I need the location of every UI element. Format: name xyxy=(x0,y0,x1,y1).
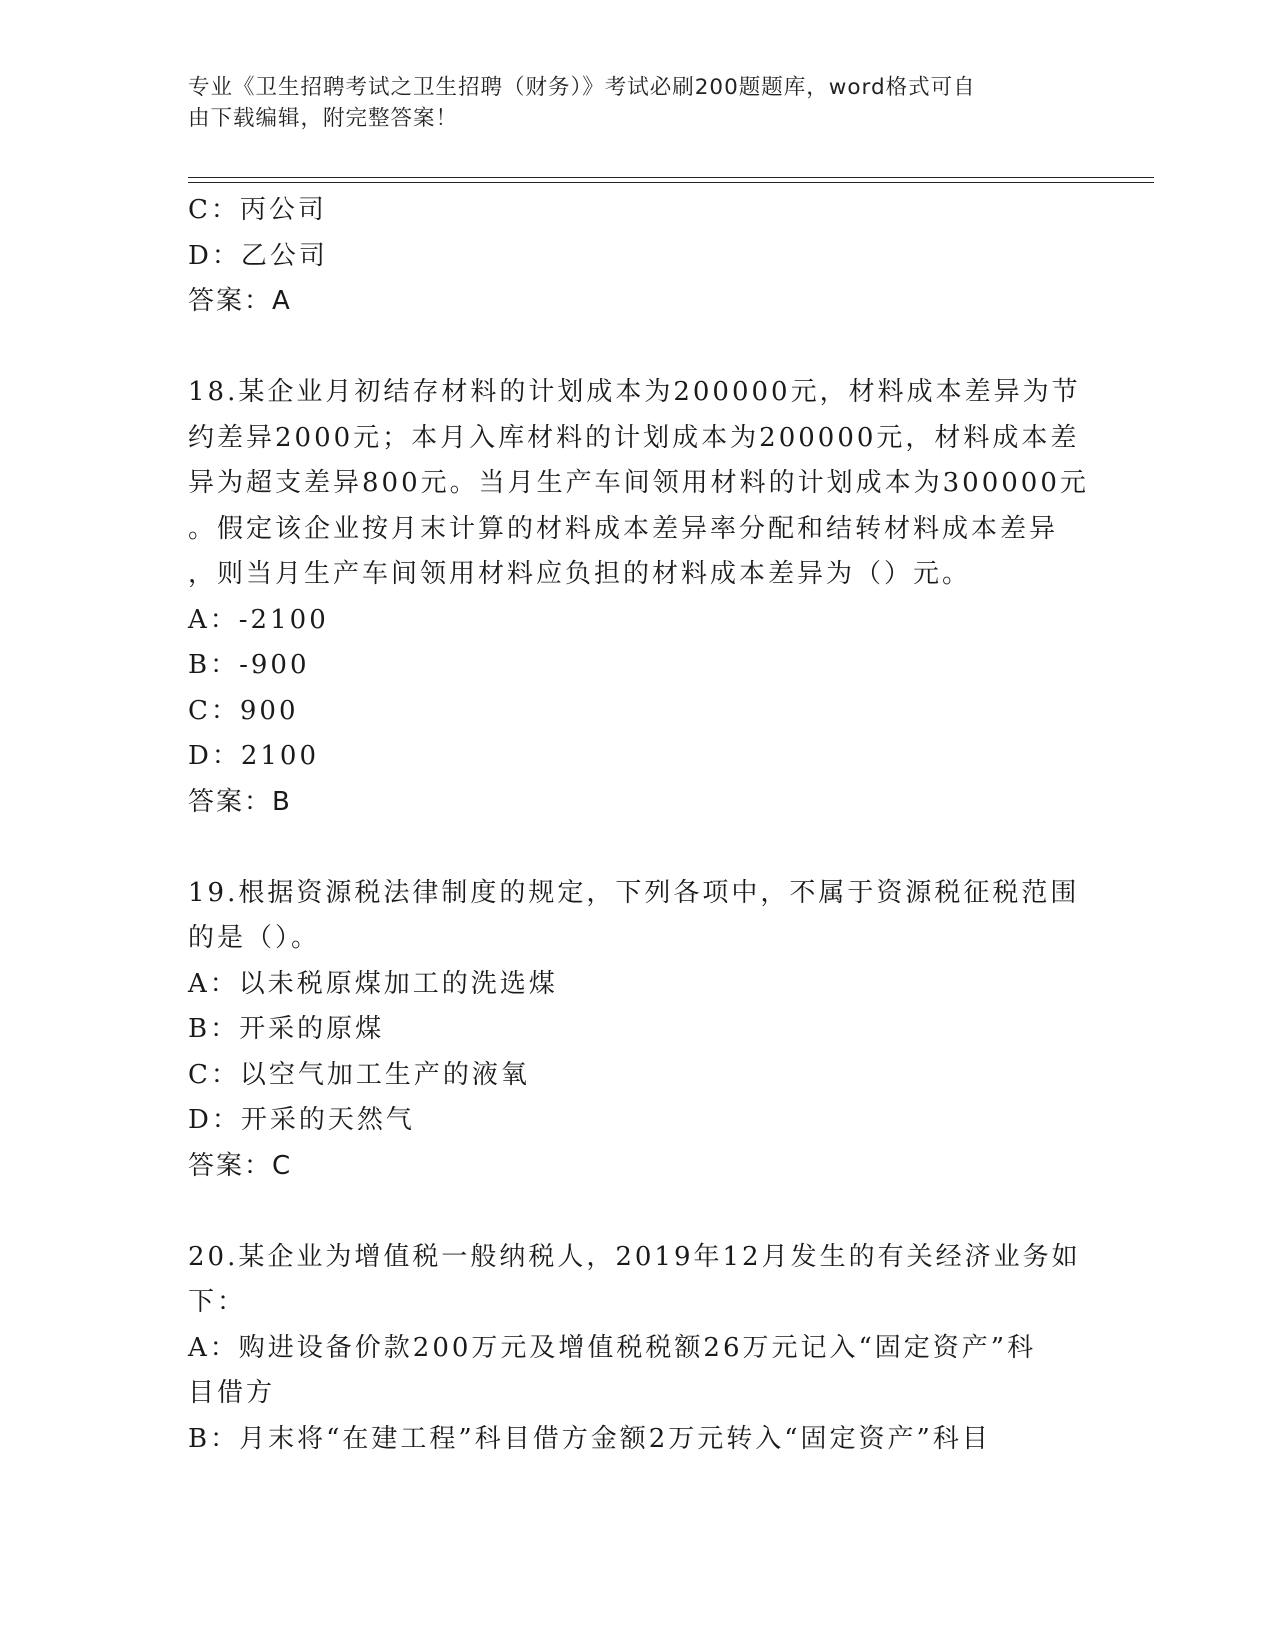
header-rule-bottom xyxy=(188,182,1154,183)
question-text-line: 18.某企业月初结存材料的计划成本为200000元，材料成本差异为节 xyxy=(188,377,1081,407)
question-text-line: 下： xyxy=(188,1287,247,1317)
question-20 xyxy=(188,1235,1088,1463)
question-18 xyxy=(188,370,1088,825)
answer: 答案：B xyxy=(188,786,292,817)
question-text-line: 的是（）。 xyxy=(188,923,321,953)
option-d: D：开采的天然气 xyxy=(188,1105,415,1135)
header-line-1: 专业《卫生招聘考试之卫生招聘（财务）》考试必刷200题题库，word格式可自 xyxy=(188,75,976,100)
option-c: C：丙公司 xyxy=(188,195,327,225)
document-header xyxy=(188,72,1088,134)
option-a-line: A：购进设备价款200万元及增值税税额26万元记入“固定资产”科 xyxy=(188,1332,1037,1363)
question-text-line: ，则当月生产车间领用材料应负担的材料成本差异为（）元。 xyxy=(188,559,972,589)
option-b: B：-900 xyxy=(188,650,310,680)
answer: 答案：A xyxy=(188,286,292,316)
option-a: A：以未税原煤加工的洗选煤 xyxy=(188,968,558,999)
option-d: D：乙公司 xyxy=(188,240,328,271)
option-b: B：月末将“在建工程”科目借方金额2万元转入“固定资产”科目 xyxy=(188,1423,991,1454)
option-a-line: 目借方 xyxy=(188,1378,276,1408)
option-c: C：900 xyxy=(188,695,299,726)
question-text-line: 20.某企业为增值税一般纳税人，2019年12月发生的有关经济业务如 xyxy=(188,1241,1081,1272)
header-line-2: 由下载编辑，附完整答案！ xyxy=(188,106,459,131)
question-text-line: 。假定该企业按月末计算的材料成本差异率分配和结转材料成本差异 xyxy=(188,513,1059,544)
question-text-line: 异为超支差异800元。当月生产车间领用材料的计划成本为300000元 xyxy=(188,468,1089,498)
spacer xyxy=(188,1189,1088,1235)
answer: 答案：C xyxy=(188,1150,293,1181)
prev-question xyxy=(188,188,1088,325)
spacer xyxy=(188,325,1088,371)
spacer xyxy=(188,825,1088,871)
header-rule-top xyxy=(188,177,1154,178)
question-text-line: 约差异2000元；本月入库材料的计划成本为200000元，材料成本差 xyxy=(188,422,1080,453)
option-c: C：以空气加工生产的液氧 xyxy=(188,1059,530,1090)
document-body xyxy=(188,188,1088,1462)
option-d: D：2100 xyxy=(188,741,320,771)
option-b: B：开采的原煤 xyxy=(188,1014,385,1044)
question-text-line: 19.根据资源税法律制度的规定，下列各项中，不属于资源税征税范围 xyxy=(188,877,1080,908)
question-19 xyxy=(188,871,1088,1190)
option-a: A：-2100 xyxy=(188,604,329,635)
